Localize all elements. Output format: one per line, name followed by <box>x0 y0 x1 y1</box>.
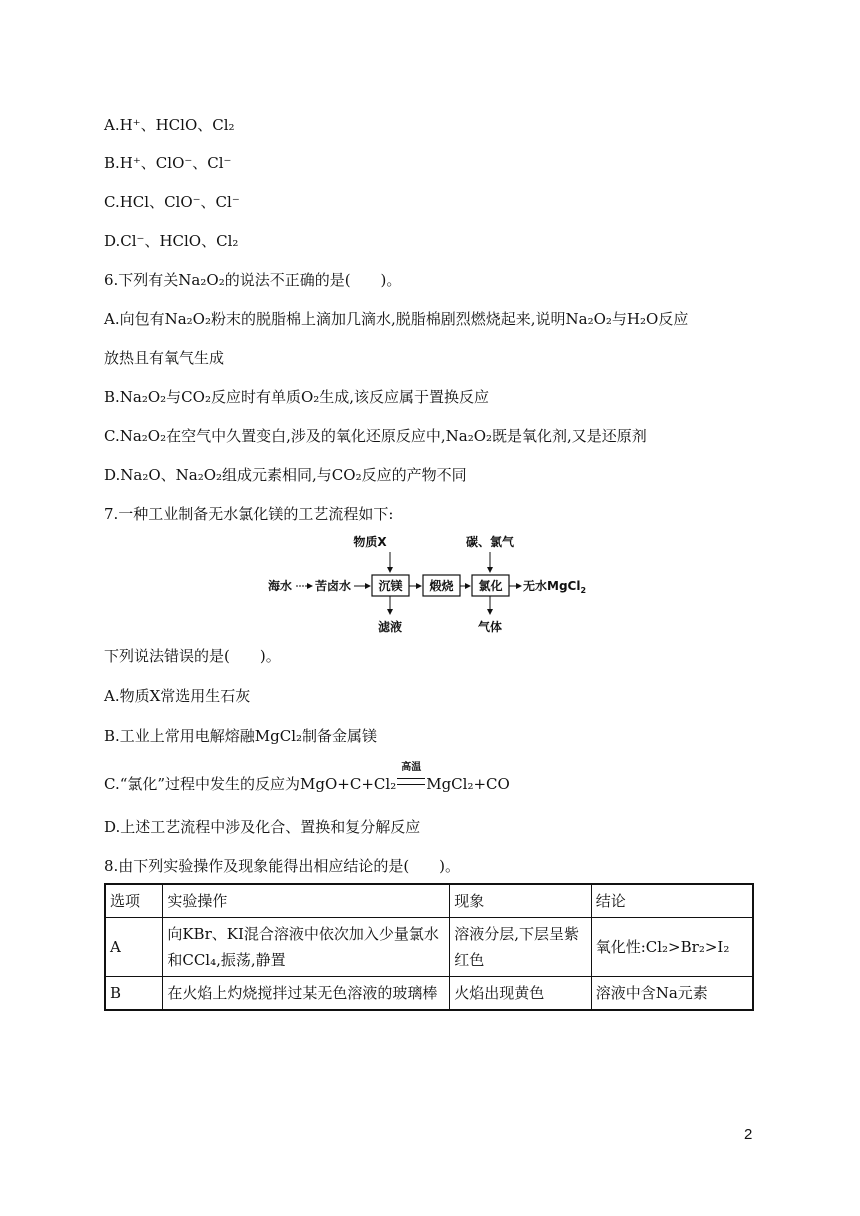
flow-box-calcine-label: 煅烧 <box>429 579 454 593</box>
equals-arrow-icon <box>397 778 425 785</box>
q7-option-c-products: MgCl₂+CO <box>426 775 510 793</box>
q6-option-a-line1: A.向包有Na₂O₂粉末的脱脂棉上滴加几滴水,脱脂棉剧烈燃烧起来,说明Na₂O₂与H₂O反应 <box>104 310 689 328</box>
flow-input-x: 物质X <box>353 535 387 549</box>
q8-stem: 8.由下列实验操作及现象能得出相应结论的是( )。 <box>104 857 461 875</box>
q7-option-d: D.上述工艺流程中涉及化合、置换和复分解反应 <box>104 818 421 836</box>
flow-product <box>523 578 586 595</box>
q5-option-b: B.H⁺、ClO⁻、Cl⁻ <box>104 154 232 172</box>
table-header-row <box>105 884 753 918</box>
flow-seawater: 海水 <box>268 579 293 593</box>
row-b-option: B <box>105 977 163 1011</box>
q5-option-c: C.HCl、ClO⁻、Cl⁻ <box>104 193 240 211</box>
q6-stem: 6.下列有关Na₂O₂的说法不正确的是( )。 <box>104 271 402 289</box>
process-flow-diagram <box>266 532 596 636</box>
row-a-phenomenon: 溶液分层,下层呈紫红色 <box>450 918 591 977</box>
flow-box-precipitate-label: 沉镁 <box>378 579 403 593</box>
header-conclusion: 结论 <box>591 884 753 918</box>
row-a-option: A <box>105 918 163 977</box>
q5-option-d: D.Cl⁻、HClO、Cl₂ <box>104 232 239 250</box>
flow-product-subscript: 2 <box>580 586 587 595</box>
q7-option-b: B.工业上常用电解熔融MgCl₂制备金属镁 <box>104 727 378 745</box>
row-b-phenomenon: 火焰出现黄色 <box>450 977 591 1011</box>
q7-option-a: A.物质X常选用生石灰 <box>104 687 251 705</box>
q7-option-c <box>104 762 510 794</box>
flow-product-text: 无水MgCl <box>523 579 581 593</box>
q6-option-b: B.Na₂O₂与CO₂反应时有单质O₂生成,该反应属于置换反应 <box>104 388 490 406</box>
reaction-condition-label: 高温 <box>401 762 422 773</box>
header-option: 选项 <box>105 884 163 918</box>
q5-option-a: A.H⁺、HClO、Cl₂ <box>104 116 235 134</box>
flow-brine: 苦卤水 <box>315 579 352 593</box>
row-a-conclusion: 氧化性:Cl₂>Br₂>I₂ <box>591 918 753 977</box>
q7-option-c-reactants: C.“氯化”过程中发生的反应为MgO+C+Cl₂ <box>104 775 397 793</box>
flow-input-carbon-chlorine: 碳、氯气 <box>465 535 515 549</box>
q6-option-c: C.Na₂O₂在空气中久置变白,涉及的氧化还原反应中,Na₂O₂既是氧化剂,又是还原剂 <box>104 427 647 445</box>
reaction-condition <box>396 762 426 794</box>
flow-output-gas: 气体 <box>477 620 503 634</box>
q6-option-d: D.Na₂O、Na₂O₂组成元素相同,与CO₂反应的产物不同 <box>104 466 467 484</box>
q7-question: 下列说法错误的是( )。 <box>104 647 281 665</box>
row-a-operation: 向KBr、KI混合溶液中依次加入少量氯水和CCl₄,振荡,静置 <box>163 918 450 977</box>
flow-output-filtrate: 滤液 <box>377 620 403 634</box>
experiment-table <box>104 883 754 1011</box>
flow-box-chlorinate-label: 氯化 <box>478 579 503 593</box>
table-row <box>105 918 753 977</box>
row-b-operation: 在火焰上灼烧搅拌过某无色溶液的玻璃棒 <box>163 977 450 1011</box>
row-b-conclusion: 溶液中含Na元素 <box>591 977 753 1011</box>
table-row <box>105 977 753 1011</box>
page-number: 2 <box>744 1126 753 1143</box>
q6-option-a-line2: 放热且有氧气生成 <box>104 349 225 367</box>
q7-stem: 7.一种工业制备无水氯化镁的工艺流程如下: <box>104 505 394 523</box>
header-phenomenon: 现象 <box>450 884 591 918</box>
header-operation: 实验操作 <box>163 884 450 918</box>
